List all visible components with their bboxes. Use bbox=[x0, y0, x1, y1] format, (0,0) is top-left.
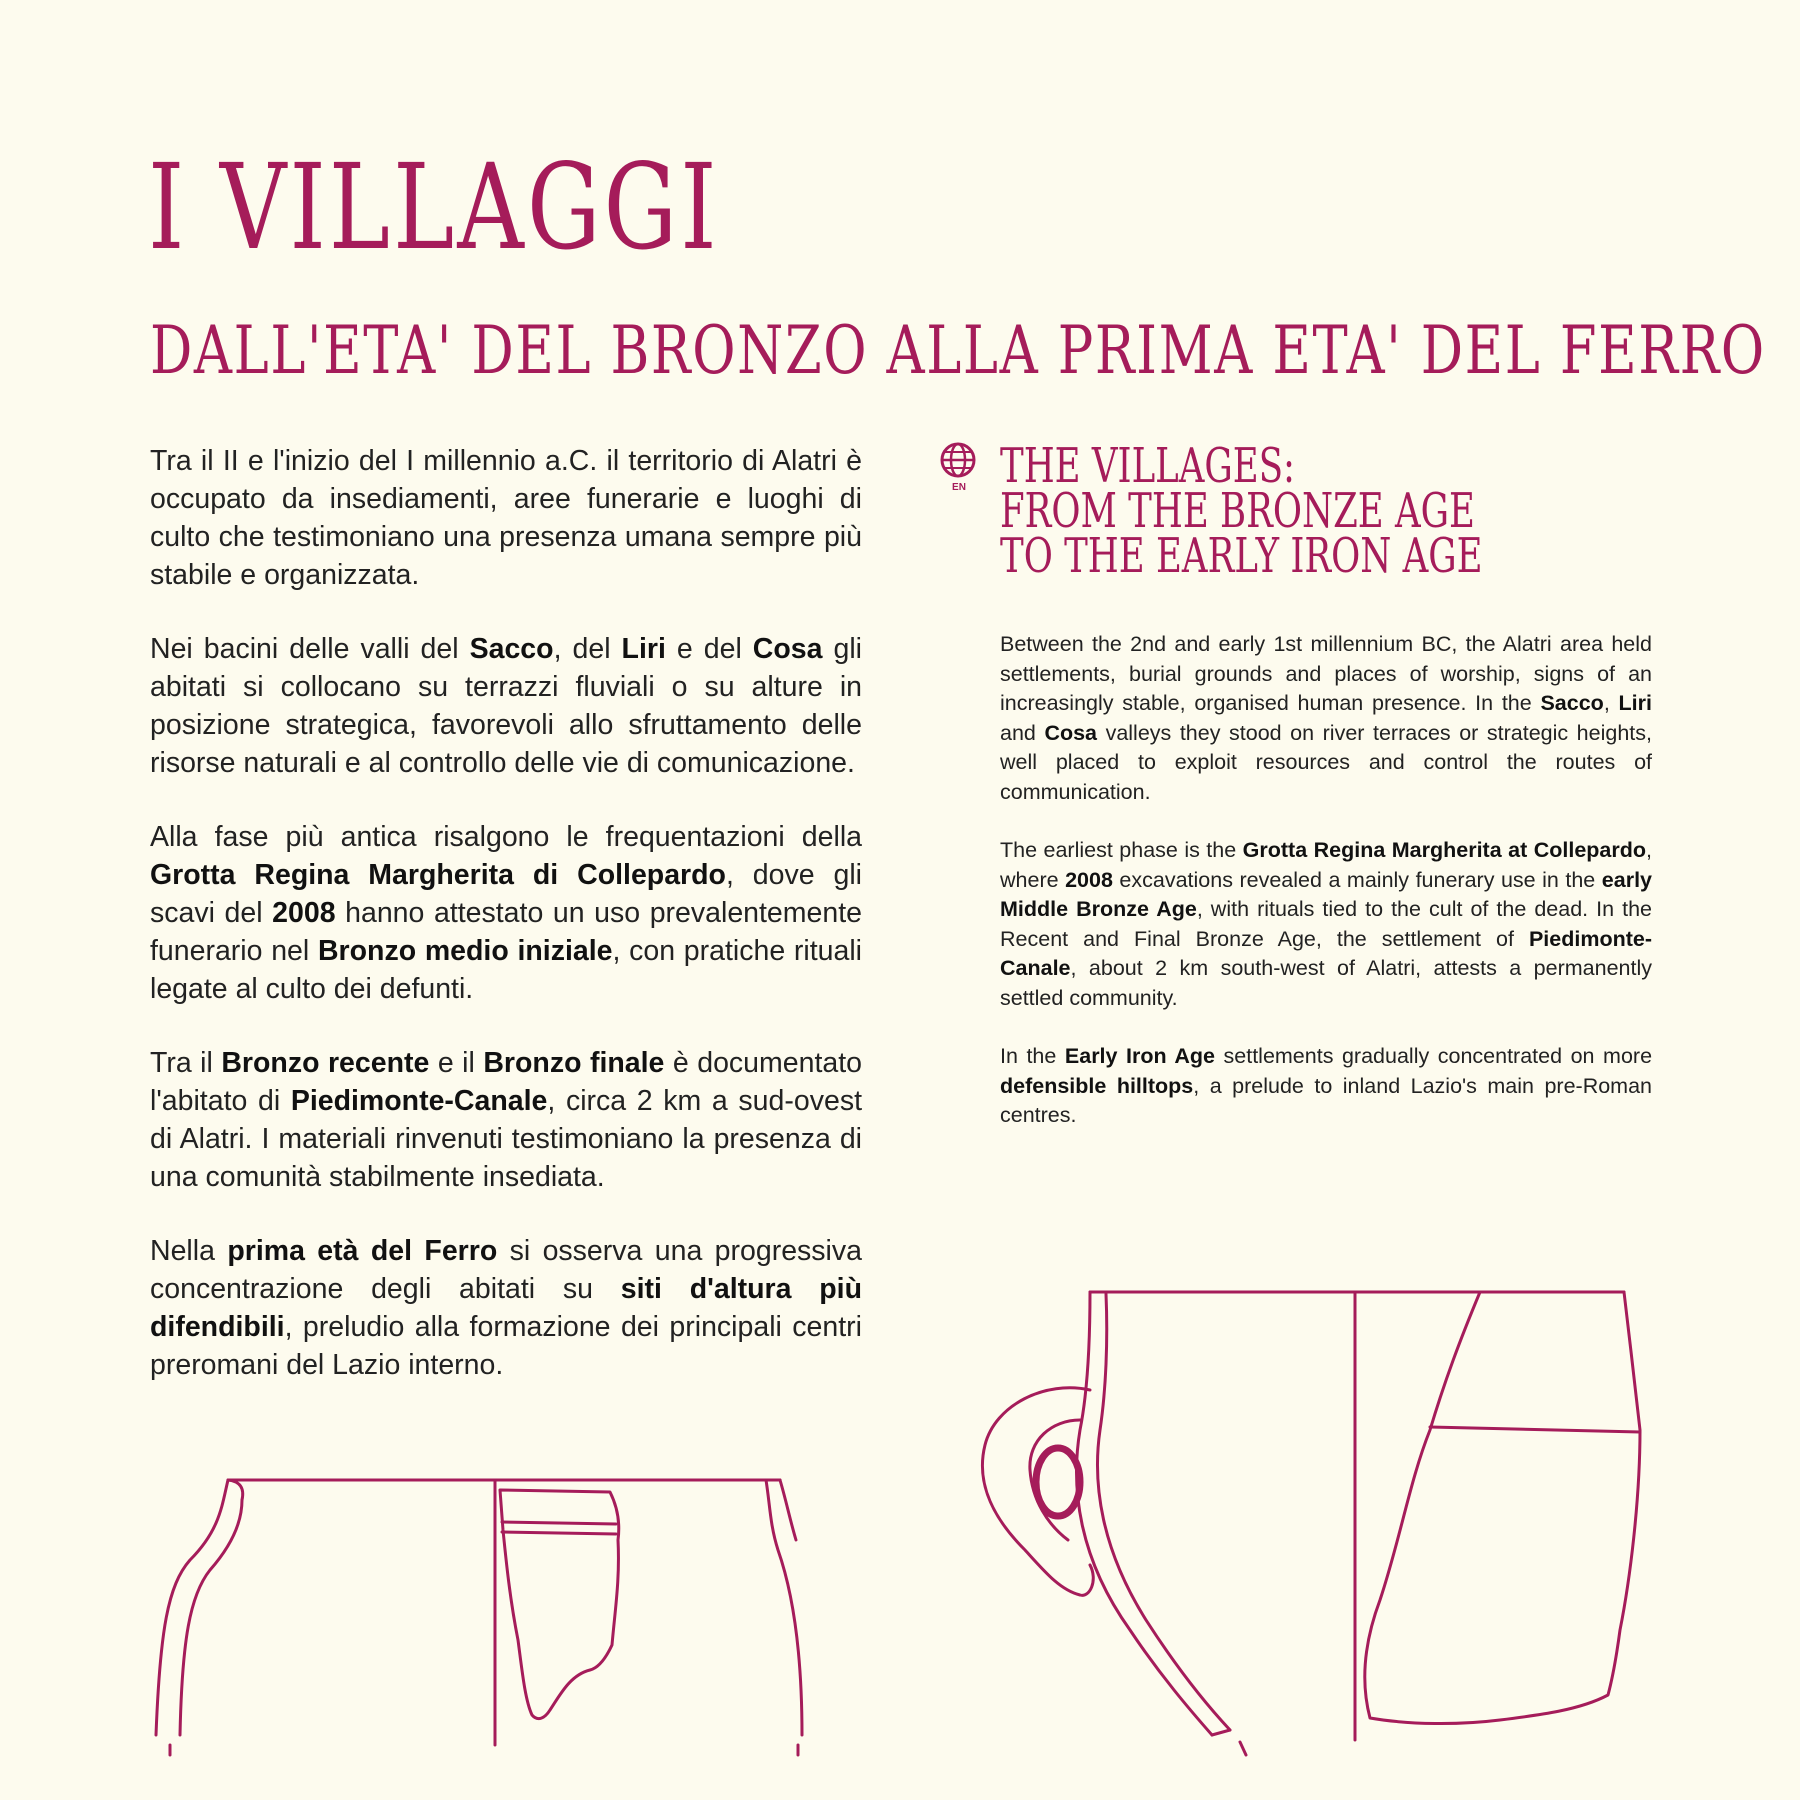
bold-term: early Middle Bronze Age bbox=[1000, 867, 1652, 921]
english-heading-line-2: FROM THE BRONZE AGE bbox=[1000, 483, 1475, 539]
bold-term: Piedimonte-Canale bbox=[290, 1085, 548, 1117]
english-text-column bbox=[1000, 630, 1652, 1160]
text-run: , about 2 km south-west of Alatri, attests a permanently settled community. bbox=[1000, 956, 1652, 1010]
bold-term: Liri bbox=[621, 633, 666, 665]
bold-term: Sacco bbox=[469, 633, 554, 665]
jug-drawing-right bbox=[940, 1280, 1680, 1760]
text-run: , del bbox=[553, 633, 622, 665]
text-run: , preludio alla formazione dei principali centri preromani del Lazio interno. bbox=[150, 1311, 862, 1381]
text-run: , with rituals tied to the cult of the dead. In the Recent and Final Bronze Age, the settlement of bbox=[1000, 897, 1652, 951]
english-heading-line-1: THE VILLAGES: bbox=[1000, 438, 1296, 494]
english-paragraph-3 bbox=[1000, 1042, 1652, 1131]
italian-paragraph-5 bbox=[150, 1232, 862, 1384]
english-heading bbox=[1000, 438, 1483, 584]
text-run: , where bbox=[1000, 838, 1652, 892]
text-run: settlements gradually concentrated on more bbox=[1214, 1044, 1653, 1068]
text-run: and bbox=[1000, 720, 1045, 745]
bold-term: prima età del Ferro bbox=[227, 1235, 498, 1267]
english-paragraph-2 bbox=[1000, 836, 1652, 1013]
bold-term: Bronzo recente bbox=[221, 1047, 430, 1079]
bold-term: Liri bbox=[1618, 691, 1652, 715]
text-run: gli abitati si collocano su terrazzi fluviali o su alture in posizione strategica, favorevoli allo sfruttamento delle risorse naturali e al controllo delle vie di comunicazione. bbox=[150, 633, 863, 779]
text-run: valleys they stood on river terraces or strategic heights, well placed to exploit resources and control the routes of communication. bbox=[1000, 720, 1652, 804]
bold-term: Bronzo finale bbox=[483, 1047, 665, 1079]
italian-paragraph-2 bbox=[150, 630, 862, 782]
bold-term: Grotta Regina Margherita di Collepardo bbox=[150, 859, 726, 891]
bold-term: Cosa bbox=[1044, 720, 1098, 745]
italian-text-column bbox=[150, 442, 862, 1420]
language-label: EN bbox=[952, 482, 966, 493]
bold-term: Piedimonte-Canale bbox=[1000, 926, 1652, 980]
globe-icon bbox=[938, 440, 978, 480]
text-run: , dove gli scavi del bbox=[150, 859, 862, 929]
text-run: Nei bacini delle valli del bbox=[150, 633, 470, 665]
italian-paragraph-3 bbox=[150, 818, 862, 1008]
text-run: Tra il bbox=[150, 1047, 222, 1079]
english-paragraph-1 bbox=[1000, 630, 1652, 807]
text-run: e il bbox=[429, 1047, 484, 1079]
text-run: In the bbox=[1000, 1044, 1065, 1068]
text-run: si osserva una progressiva concentrazione degli abitati su bbox=[150, 1235, 862, 1305]
bold-term: Bronzo medio iniziale bbox=[317, 935, 613, 967]
page-subtitle: DALL'ETA' DEL BRONZO ALLA PRIMA ETA' DEL FERRO bbox=[150, 312, 1766, 389]
text-run: è documentato l'abitato di bbox=[150, 1047, 862, 1117]
jar-drawing-left bbox=[150, 1460, 850, 1760]
text-run: , circa 2 km a sud-ovest di Alatri. I materiali rinvenuti testimoniano la presenza di una comunità stabilmente insediata. bbox=[150, 1085, 862, 1193]
text-run: hanno attestato un uso prevalentemente funerario nel bbox=[150, 897, 862, 967]
bold-term: 2008 bbox=[272, 897, 336, 929]
text-run: excavations revealed a mainly funerary use in the bbox=[1112, 867, 1602, 892]
text-run: Alla fase più antica risalgono le frequentazioni della bbox=[150, 821, 862, 853]
bold-term: Cosa bbox=[752, 633, 823, 665]
english-heading-line-3: TO THE EARLY IRON AGE bbox=[1000, 528, 1483, 584]
text-run: The earliest phase is the bbox=[1000, 838, 1243, 862]
text-run: , con pratiche rituali legate al culto dei defunti. bbox=[150, 935, 863, 1005]
bold-term: Sacco bbox=[1540, 691, 1604, 715]
bold-term: 2008 bbox=[1065, 867, 1113, 892]
text-run: e del bbox=[665, 633, 753, 665]
italian-paragraph-4 bbox=[150, 1044, 862, 1196]
page-title: I VILLAGGI bbox=[148, 138, 720, 276]
bold-term: defensible hilltops bbox=[1000, 1073, 1194, 1098]
text-run: , a prelude to inland Lazio's main pre-Roman centres. bbox=[1000, 1073, 1652, 1127]
text-run: Nella bbox=[150, 1235, 228, 1267]
text-run: , bbox=[1603, 691, 1619, 715]
italian-paragraph-1: Tra il II e l'inizio del I millennio a.C. il territorio di Alatri è occupato da insediamenti, aree funerarie e luoghi di culto che testimoniano una presenza umana sempre più stabile e organizzata. bbox=[150, 445, 862, 591]
bold-term: siti d'altura più difendibili bbox=[150, 1273, 862, 1343]
bold-term: Grotta Regina Margherita at Collepardo bbox=[1242, 838, 1647, 862]
text-run: Between the 2nd and early 1st millennium BC, the Alatri area held settlements, burial grounds and places of worship, signs of an increasingly stable, organised human presence. In the bbox=[1000, 632, 1652, 715]
bold-term: Early Iron Age bbox=[1064, 1044, 1215, 1068]
